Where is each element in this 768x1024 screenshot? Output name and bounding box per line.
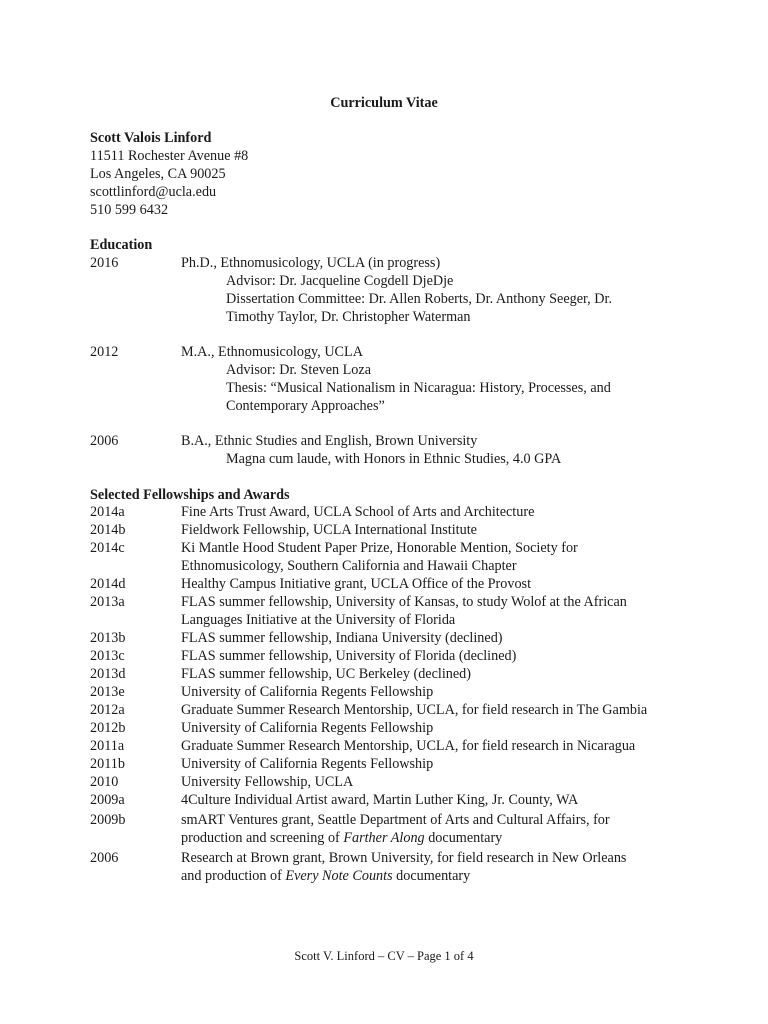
award-year: 2006 [90,850,119,866]
education-ma-year: 2012 [90,344,119,360]
award-year: 2013d [90,666,126,682]
award-text: Ki Mantle Hood Student Paper Prize, Honorable Mention, Society for [181,540,578,556]
award-year: 2012a [90,702,125,718]
address-line-2: Los Angeles, CA 90025 [90,166,226,182]
award-text: Graduate Summer Research Mentorship, UCLA, for field research in Nicaragua [181,738,636,754]
documentary-title: Every Note Counts [285,868,393,884]
education-ba-degree: B.A., Ethnic Studies and English, Brown University [181,433,478,449]
award-text: University of California Regents Fellowship [181,756,434,772]
award-year: 2009a [90,792,125,808]
award-text: Research at Brown grant, Brown University, for field research in New Orleans [181,850,627,866]
page-footer: Scott V. Linford – CV – Page 1 of 4 [294,949,474,963]
education-ma-degree: M.A., Ethnomusicology, UCLA [181,344,363,360]
cv-name: Scott Valois Linford [90,130,212,146]
award-text-cont: and production of Every Note Counts documentary [181,868,471,884]
education-phd-committee-cont: Timothy Taylor, Dr. Christopher Waterman [226,309,471,325]
award-year: 2013b [90,630,126,646]
award-year: 2012b [90,720,126,736]
award-text: Fine Arts Trust Award, UCLA School of Arts and Architecture [181,504,535,520]
education-ma-advisor: Advisor: Dr. Steven Loza [226,362,371,378]
award-year: 2011a [90,738,125,754]
award-year: 2013a [90,594,125,610]
award-year: 2014a [90,504,125,520]
award-year: 2013c [90,648,125,664]
award-text: FLAS summer fellowship, UC Berkeley (declined) [181,666,471,682]
award-text-cont: production and screening of Farther Along documentary [181,830,503,846]
email: scottlinford@ucla.edu [90,184,217,200]
page-title: Curriculum Vitae [330,95,438,111]
education-ba-honors: Magna cum laude, with Honors in Ethnic Studies, 4.0 GPA [226,451,562,467]
education-phd-advisor: Advisor: Dr. Jacqueline Cogdell DjeDje [226,273,454,289]
award-year: 2010 [90,774,119,790]
documentary-title: Farther Along [343,830,425,846]
education-phd-degree: Ph.D., Ethnomusicology, UCLA (in progress) [181,255,441,271]
education-ma-thesis: Thesis: “Musical Nationalism in Nicaragua: History, Processes, and [226,380,611,396]
award-text: smART Ventures grant, Seattle Department of Arts and Cultural Affairs, for [181,812,610,828]
education-phd-committee: Dissertation Committee: Dr. Allen Roberts, Dr. Anthony Seeger, Dr. [226,291,612,307]
education-heading: Education [90,237,153,253]
award-text: University of California Regents Fellowship [181,684,434,700]
education-ba-year: 2006 [90,433,119,449]
award-text: University Fellowship, UCLA [181,774,354,790]
award-text: 4Culture Individual Artist award, Martin Luther King, Jr. County, WA [181,792,579,808]
award-text: University of California Regents Fellowship [181,720,434,736]
award-text: FLAS summer fellowship, Indiana University (declined) [181,630,503,646]
award-year: 2014b [90,522,126,538]
award-year: 2014d [90,576,126,592]
award-text-cont: Ethnomusicology, Southern California and Hawaii Chapter [181,558,517,574]
award-year: 2009b [90,812,126,828]
education-ma-thesis-cont: Contemporary Approaches” [226,398,385,414]
address-line-1: 11511 Rochester Avenue #8 [90,148,249,164]
award-text: Graduate Summer Research Mentorship, UCLA, for field research in The Gambia [181,702,648,718]
award-year: 2013e [90,684,125,700]
phone: 510 599 6432 [90,202,169,218]
award-year: 2011b [90,756,125,772]
education-phd-year: 2016 [90,255,119,271]
award-text: Fieldwork Fellowship, UCLA International Institute [181,522,477,538]
award-year: 2014c [90,540,125,556]
awards-heading: Selected Fellowships and Awards [90,487,290,503]
award-text: FLAS summer fellowship, University of Kansas, to study Wolof at the African [181,594,627,610]
award-text: Healthy Campus Initiative grant, UCLA Office of the Provost [181,576,532,592]
award-text: FLAS summer fellowship, University of Florida (declined) [181,648,517,664]
award-text-cont: Languages Initiative at the University of Florida [181,612,456,628]
